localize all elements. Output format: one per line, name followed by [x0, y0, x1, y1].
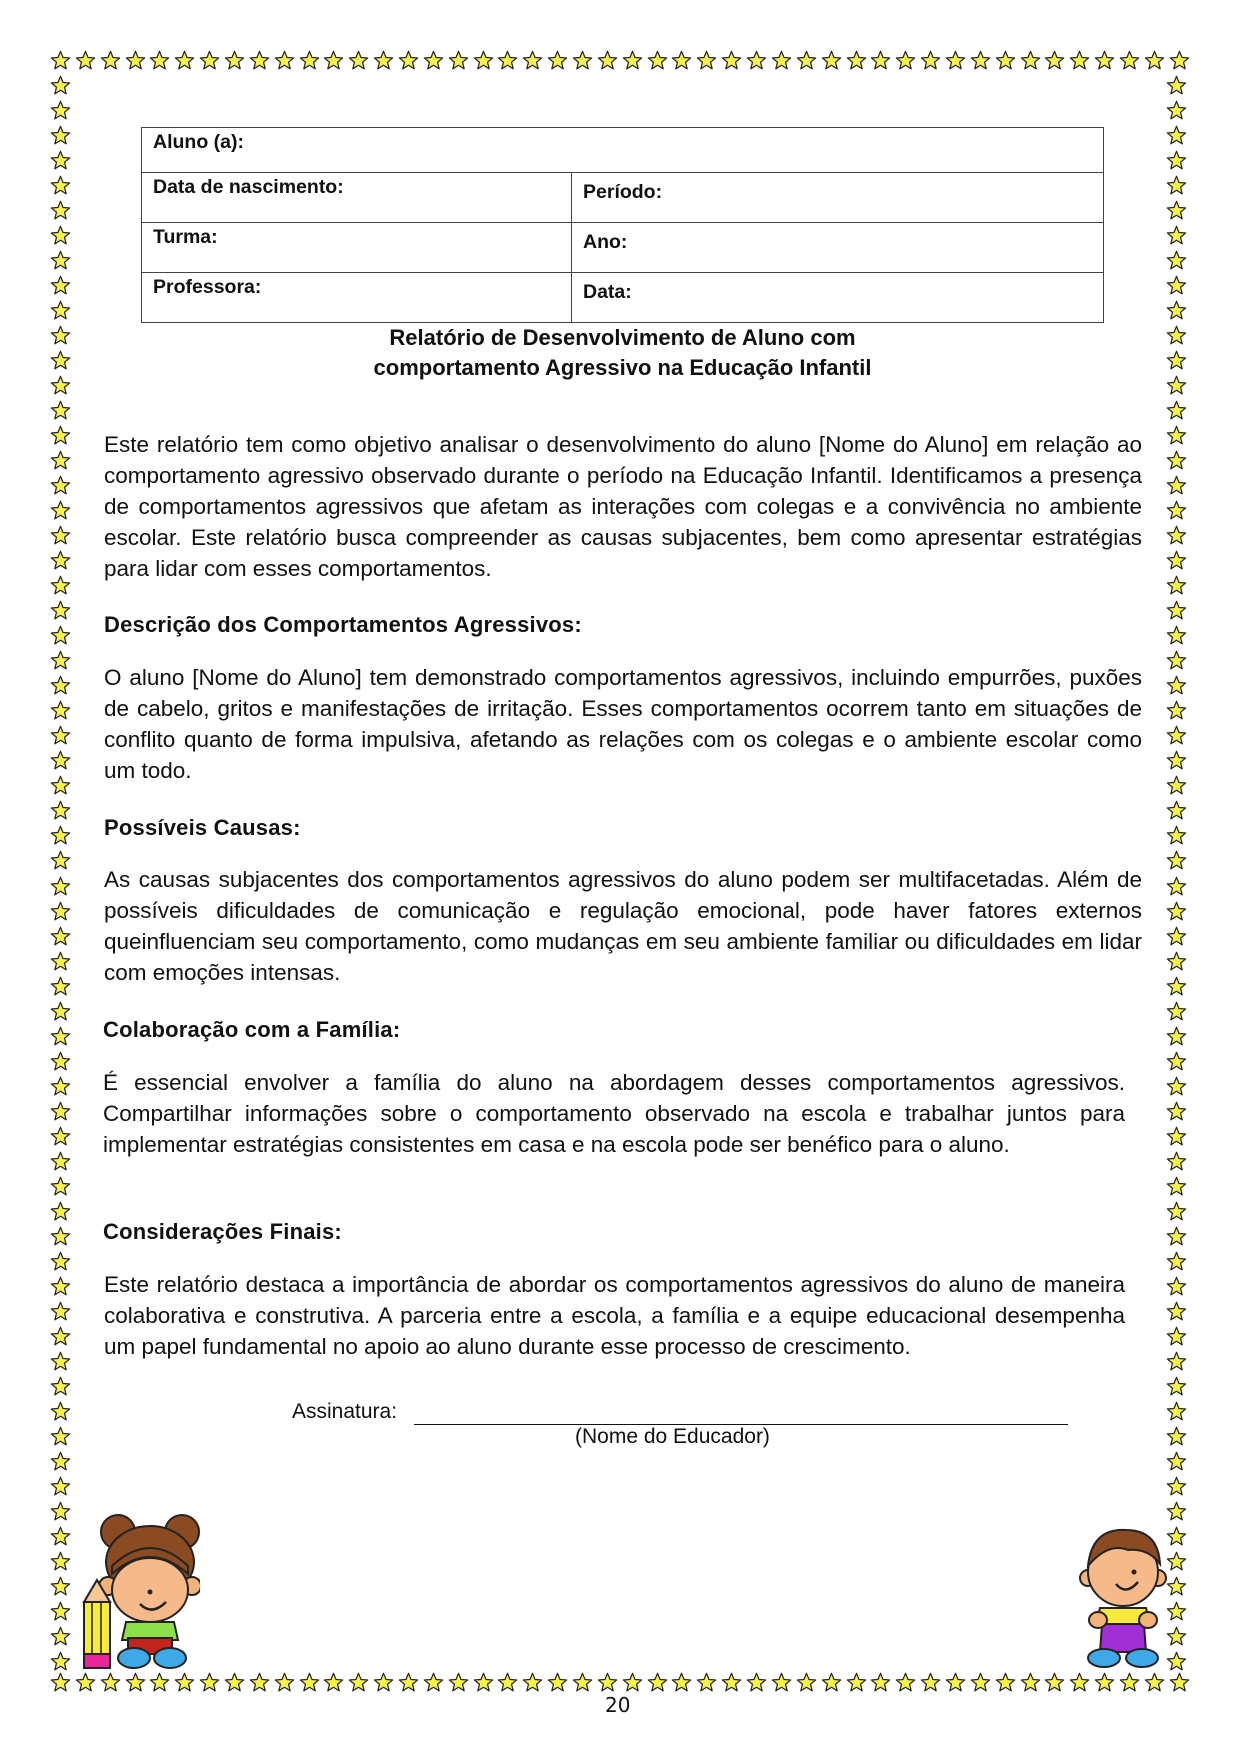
star-icon [920, 50, 941, 71]
star-icon [1166, 800, 1187, 821]
star-icon [274, 1672, 295, 1693]
star-icon [1166, 1126, 1187, 1147]
star-icon [1166, 825, 1187, 846]
star-icon [448, 1672, 469, 1693]
star-icon [1166, 175, 1187, 196]
star-icon [895, 1672, 916, 1693]
star-icon [50, 901, 71, 922]
star-icon [572, 50, 593, 71]
star-icon [125, 1672, 146, 1693]
star-icon [821, 1672, 842, 1693]
period-field[interactable]: Período: [572, 173, 1104, 223]
table-row [142, 273, 1104, 323]
star-icon [423, 1672, 444, 1693]
star-icon [50, 1026, 71, 1047]
star-icon [50, 1551, 71, 1572]
star-icon [1166, 700, 1187, 721]
star-icon [100, 1672, 121, 1693]
star-icon [50, 1201, 71, 1222]
star-icon [50, 1651, 71, 1672]
star-icon [1069, 50, 1090, 71]
star-icon [50, 750, 71, 771]
star-icon [1166, 250, 1187, 271]
star-icon [1166, 100, 1187, 121]
star-icon [224, 50, 245, 71]
section-heading-family: Colaboração com a Família: [103, 1017, 401, 1042]
star-icon [895, 50, 916, 71]
section-body-behaviors: O aluno [Nome do Aluno] tem demonstrado comportamentos agressivos, incluindo empurrões, puxões de cabelo, gritos e manifestações de irritação. Esses comportamentos ocorrem tanto em situações de conflito quanto de forma impulsiva, afetando as relações com os colegas e o ambiente escolar como um todo. [104, 665, 1142, 783]
star-icon [1166, 650, 1187, 671]
star-icon [174, 1672, 195, 1693]
table-row [142, 173, 1104, 223]
star-icon [1094, 1672, 1115, 1693]
star-icon [174, 50, 195, 71]
star-icon [50, 1576, 71, 1597]
star-icon [497, 1672, 518, 1693]
star-icon [50, 575, 71, 596]
star-icon [50, 1301, 71, 1322]
star-icon [746, 1672, 767, 1693]
star-icon [870, 1672, 891, 1693]
star-icon [299, 1672, 320, 1693]
star-icon [50, 475, 71, 496]
star-icon [995, 50, 1016, 71]
star-icon [125, 50, 146, 71]
star-icon [1020, 1672, 1041, 1693]
star-icon [50, 1001, 71, 1022]
star-icon [1166, 625, 1187, 646]
star-icon [1166, 876, 1187, 897]
star-icon [522, 50, 543, 71]
star-icon [1166, 500, 1187, 521]
star-icon [1166, 1276, 1187, 1297]
star-icon [50, 325, 71, 346]
star-icon [1166, 550, 1187, 571]
page-number: 20 [605, 1693, 631, 1717]
star-icon [50, 1051, 71, 1072]
star-icon [50, 550, 71, 571]
star-icon [199, 1672, 220, 1693]
star-icon [1166, 450, 1187, 471]
star-icon [1166, 725, 1187, 746]
star-icon [149, 50, 170, 71]
title-line-1: Relatório de Desenvolvimento de Aluno com [389, 325, 856, 350]
star-icon [1094, 50, 1115, 71]
star-icon [50, 1601, 71, 1622]
star-icon [696, 1672, 717, 1693]
star-icon [50, 75, 71, 96]
star-icon [1166, 1576, 1187, 1597]
star-icon [348, 1672, 369, 1693]
star-icon [920, 1672, 941, 1693]
star-icon [50, 250, 71, 271]
star-icon [547, 50, 568, 71]
star-icon [50, 1076, 71, 1097]
star-icon [771, 50, 792, 71]
star-icon [1166, 375, 1187, 396]
star-icon [1166, 1076, 1187, 1097]
star-icon [771, 1672, 792, 1693]
star-icon [1166, 225, 1187, 246]
star-icon [50, 800, 71, 821]
star-icon [50, 775, 71, 796]
star-icon [497, 50, 518, 71]
star-icon [1166, 1101, 1187, 1122]
star-icon [1166, 850, 1187, 871]
star-icon [870, 50, 891, 71]
star-icon [373, 50, 394, 71]
star-icon [1166, 475, 1187, 496]
star-icon [1166, 325, 1187, 346]
star-icon [50, 1226, 71, 1247]
star-icon [1166, 1026, 1187, 1047]
star-icon [1169, 1672, 1190, 1693]
star-border-bottom [50, 1672, 1190, 1693]
star-icon [50, 225, 71, 246]
star-icon [1119, 50, 1140, 71]
star-icon [1166, 1526, 1187, 1547]
section-heading-causes: Possíveis Causas: [104, 815, 301, 840]
star-icon [75, 50, 96, 71]
star-icon [1166, 600, 1187, 621]
star-icon [1166, 976, 1187, 997]
star-icon [473, 50, 494, 71]
star-icon [323, 50, 344, 71]
star-icon [50, 400, 71, 421]
table-row [142, 128, 1104, 173]
section-body-final: Este relatório destaca a importância de abordar os comportamentos agressivos do aluno de maneira colaborativa e construtiva. A parceria entre a escola, a família e a equipe educacional desempenha um papel fundamental no apoio ao aluno durante esse processo de crescimento. [104, 1272, 1125, 1359]
star-icon [1166, 775, 1187, 796]
star-icon [647, 50, 668, 71]
star-icon [1020, 50, 1041, 71]
star-icon [50, 625, 71, 646]
star-icon [1144, 50, 1165, 71]
star-icon [50, 525, 71, 546]
star-icon [50, 926, 71, 947]
star-icon [50, 200, 71, 221]
star-icon [50, 1376, 71, 1397]
star-icon [846, 1672, 867, 1693]
star-icon [1166, 300, 1187, 321]
section-heading-behaviors: Descrição dos Comportamentos Agressivos: [104, 612, 582, 637]
star-icon [522, 1672, 543, 1693]
star-icon [1166, 1401, 1187, 1422]
star-icon [50, 1672, 71, 1693]
star-icon [50, 1101, 71, 1122]
star-icon [50, 500, 71, 521]
star-icon [547, 1672, 568, 1693]
star-icon [50, 450, 71, 471]
date-field[interactable]: Data: [572, 273, 1104, 323]
star-icon [1166, 1226, 1187, 1247]
star-icon [50, 976, 71, 997]
star-icon [671, 50, 692, 71]
star-icon [50, 725, 71, 746]
star-icon [50, 1351, 71, 1372]
star-icon [1166, 575, 1187, 596]
intro-paragraph: Este relatório tem como objetivo analisar o desenvolvimento do aluno [Nome do Aluno] em relação ao comportamento agressivo observado durante o período na Educação Infantil. Identificamos a presença de comportamentos agressivos que afetam as interações com colegas e a convivência no ambiente escolar. Este relatório busca compreender as causas subjacentes, bem como apresentar estratégias para lidar com esses comportamentos. [104, 432, 1142, 581]
star-icon [1119, 1672, 1140, 1693]
star-icon [1166, 1451, 1187, 1472]
star-icon [1044, 1672, 1065, 1693]
star-icon [1166, 1051, 1187, 1072]
star-icon [1166, 1551, 1187, 1572]
star-icon [50, 50, 71, 71]
star-icon [50, 1176, 71, 1197]
star-icon [249, 1672, 270, 1693]
signature-label: Assinatura: [292, 1400, 398, 1423]
star-icon [796, 1672, 817, 1693]
star-icon [50, 1501, 71, 1522]
teacher-field[interactable]: Professora: [142, 273, 572, 323]
star-icon [50, 150, 71, 171]
star-icon [398, 1672, 419, 1693]
star-icon [1169, 50, 1190, 71]
star-icon [398, 50, 419, 71]
star-icon [1166, 1426, 1187, 1447]
star-icon [572, 1672, 593, 1693]
star-icon [50, 700, 71, 721]
star-icon [50, 1476, 71, 1497]
class-field[interactable]: Turma: [142, 223, 572, 273]
star-icon [50, 1126, 71, 1147]
star-icon [1166, 1176, 1187, 1197]
star-icon [1166, 1001, 1187, 1022]
star-icon [597, 1672, 618, 1693]
section-body-causes: As causas subjacentes dos comportamentos agressivos do aluno podem ser multifacetadas. Além de possíveis dificuldades de comunicação e regulação emocional, pode haver fatores externos queinfluenciam seu comportamento, como mudanças em seu ambiente familiar ou dificuldades em lidar com emoções intensas. [104, 867, 1142, 985]
star-icon [995, 1672, 1016, 1693]
star-icon [50, 650, 71, 671]
section-body-family: É essencial envolver a família do aluno na abordagem desses comportamentos agressivos. Compartilhar informações sobre o comportamento observado na escola e trabalhar juntos para implementar estratégias consistentes em casa e na escola pode ser benéfico para o aluno. [103, 1070, 1125, 1157]
page-title [140, 323, 1105, 383]
star-icon [1166, 275, 1187, 296]
star-icon [50, 175, 71, 196]
star-icon [50, 1151, 71, 1172]
star-icon [1144, 1672, 1165, 1693]
title-line-2: comportamento Agressivo na Educação Infantil [373, 355, 872, 380]
star-icon [696, 50, 717, 71]
star-icon [1166, 901, 1187, 922]
star-icon [50, 300, 71, 321]
star-icon [622, 1672, 643, 1693]
star-icon [1166, 926, 1187, 947]
star-icon [1166, 1301, 1187, 1322]
star-icon [1166, 125, 1187, 146]
star-icon [1166, 400, 1187, 421]
educator-name-caption: (Nome do Educador) [575, 1425, 770, 1448]
star-icon [721, 50, 742, 71]
star-icon [1166, 1326, 1187, 1347]
star-icon [50, 825, 71, 846]
star-icon [597, 50, 618, 71]
star-icon [1166, 75, 1187, 96]
star-icon [299, 50, 320, 71]
star-icon [274, 50, 295, 71]
star-icon [50, 876, 71, 897]
star-border-left [50, 75, 71, 1672]
star-icon [1166, 150, 1187, 171]
star-icon [1166, 200, 1187, 221]
star-icon [423, 50, 444, 71]
star-icon [1166, 951, 1187, 972]
year-field[interactable]: Ano: [572, 223, 1104, 273]
star-icon [149, 1672, 170, 1693]
star-icon [50, 951, 71, 972]
star-icon [348, 50, 369, 71]
star-icon [50, 1251, 71, 1272]
star-icon [1166, 350, 1187, 371]
star-icon [473, 1672, 494, 1693]
star-icon [50, 1626, 71, 1647]
star-icon [224, 1672, 245, 1693]
star-icon [1166, 1651, 1187, 1672]
star-icon [970, 1672, 991, 1693]
star-icon [50, 1526, 71, 1547]
star-icon [199, 50, 220, 71]
star-icon [945, 50, 966, 71]
star-icon [373, 1672, 394, 1693]
student-name-field[interactable]: Aluno (a): [142, 128, 1104, 173]
star-icon [50, 1451, 71, 1472]
star-icon [50, 100, 71, 121]
star-icon [1166, 750, 1187, 771]
star-icon [970, 50, 991, 71]
star-icon [50, 850, 71, 871]
star-icon [622, 50, 643, 71]
star-icon [1044, 50, 1065, 71]
star-icon [821, 50, 842, 71]
star-icon [1166, 1476, 1187, 1497]
star-icon [1166, 1626, 1187, 1647]
star-icon [1166, 1601, 1187, 1622]
star-icon [448, 50, 469, 71]
star-icon [1166, 1376, 1187, 1397]
star-icon [796, 50, 817, 71]
star-icon [1166, 1251, 1187, 1272]
student-info-table [141, 127, 1104, 323]
star-icon [1166, 425, 1187, 446]
star-icon [50, 675, 71, 696]
star-icon [1166, 1201, 1187, 1222]
star-icon [1166, 525, 1187, 546]
star-border-right [1166, 75, 1187, 1672]
section-heading-final: Considerações Finais: [103, 1219, 342, 1244]
star-icon [75, 1672, 96, 1693]
star-icon [1166, 1151, 1187, 1172]
star-icon [50, 1276, 71, 1297]
star-icon [1166, 675, 1187, 696]
star-icon [1069, 1672, 1090, 1693]
star-icon [249, 50, 270, 71]
boy-icon [1078, 1520, 1168, 1670]
star-icon [746, 50, 767, 71]
star-icon [50, 125, 71, 146]
star-icon [846, 50, 867, 71]
birth-date-field[interactable]: Data de nascimento: [142, 173, 572, 223]
star-icon [50, 425, 71, 446]
star-icon [945, 1672, 966, 1693]
star-icon [100, 50, 121, 71]
star-icon [671, 1672, 692, 1693]
star-icon [1166, 1351, 1187, 1372]
star-border-top [50, 50, 1190, 71]
girl-with-pencil-icon [82, 1510, 200, 1670]
star-icon [50, 600, 71, 621]
star-icon [721, 1672, 742, 1693]
star-icon [50, 275, 71, 296]
star-icon [1166, 1501, 1187, 1522]
table-row [142, 223, 1104, 273]
star-icon [50, 1401, 71, 1422]
star-icon [50, 1326, 71, 1347]
star-icon [647, 1672, 668, 1693]
star-icon [50, 1426, 71, 1447]
star-icon [323, 1672, 344, 1693]
star-icon [50, 350, 71, 371]
star-icon [50, 375, 71, 396]
